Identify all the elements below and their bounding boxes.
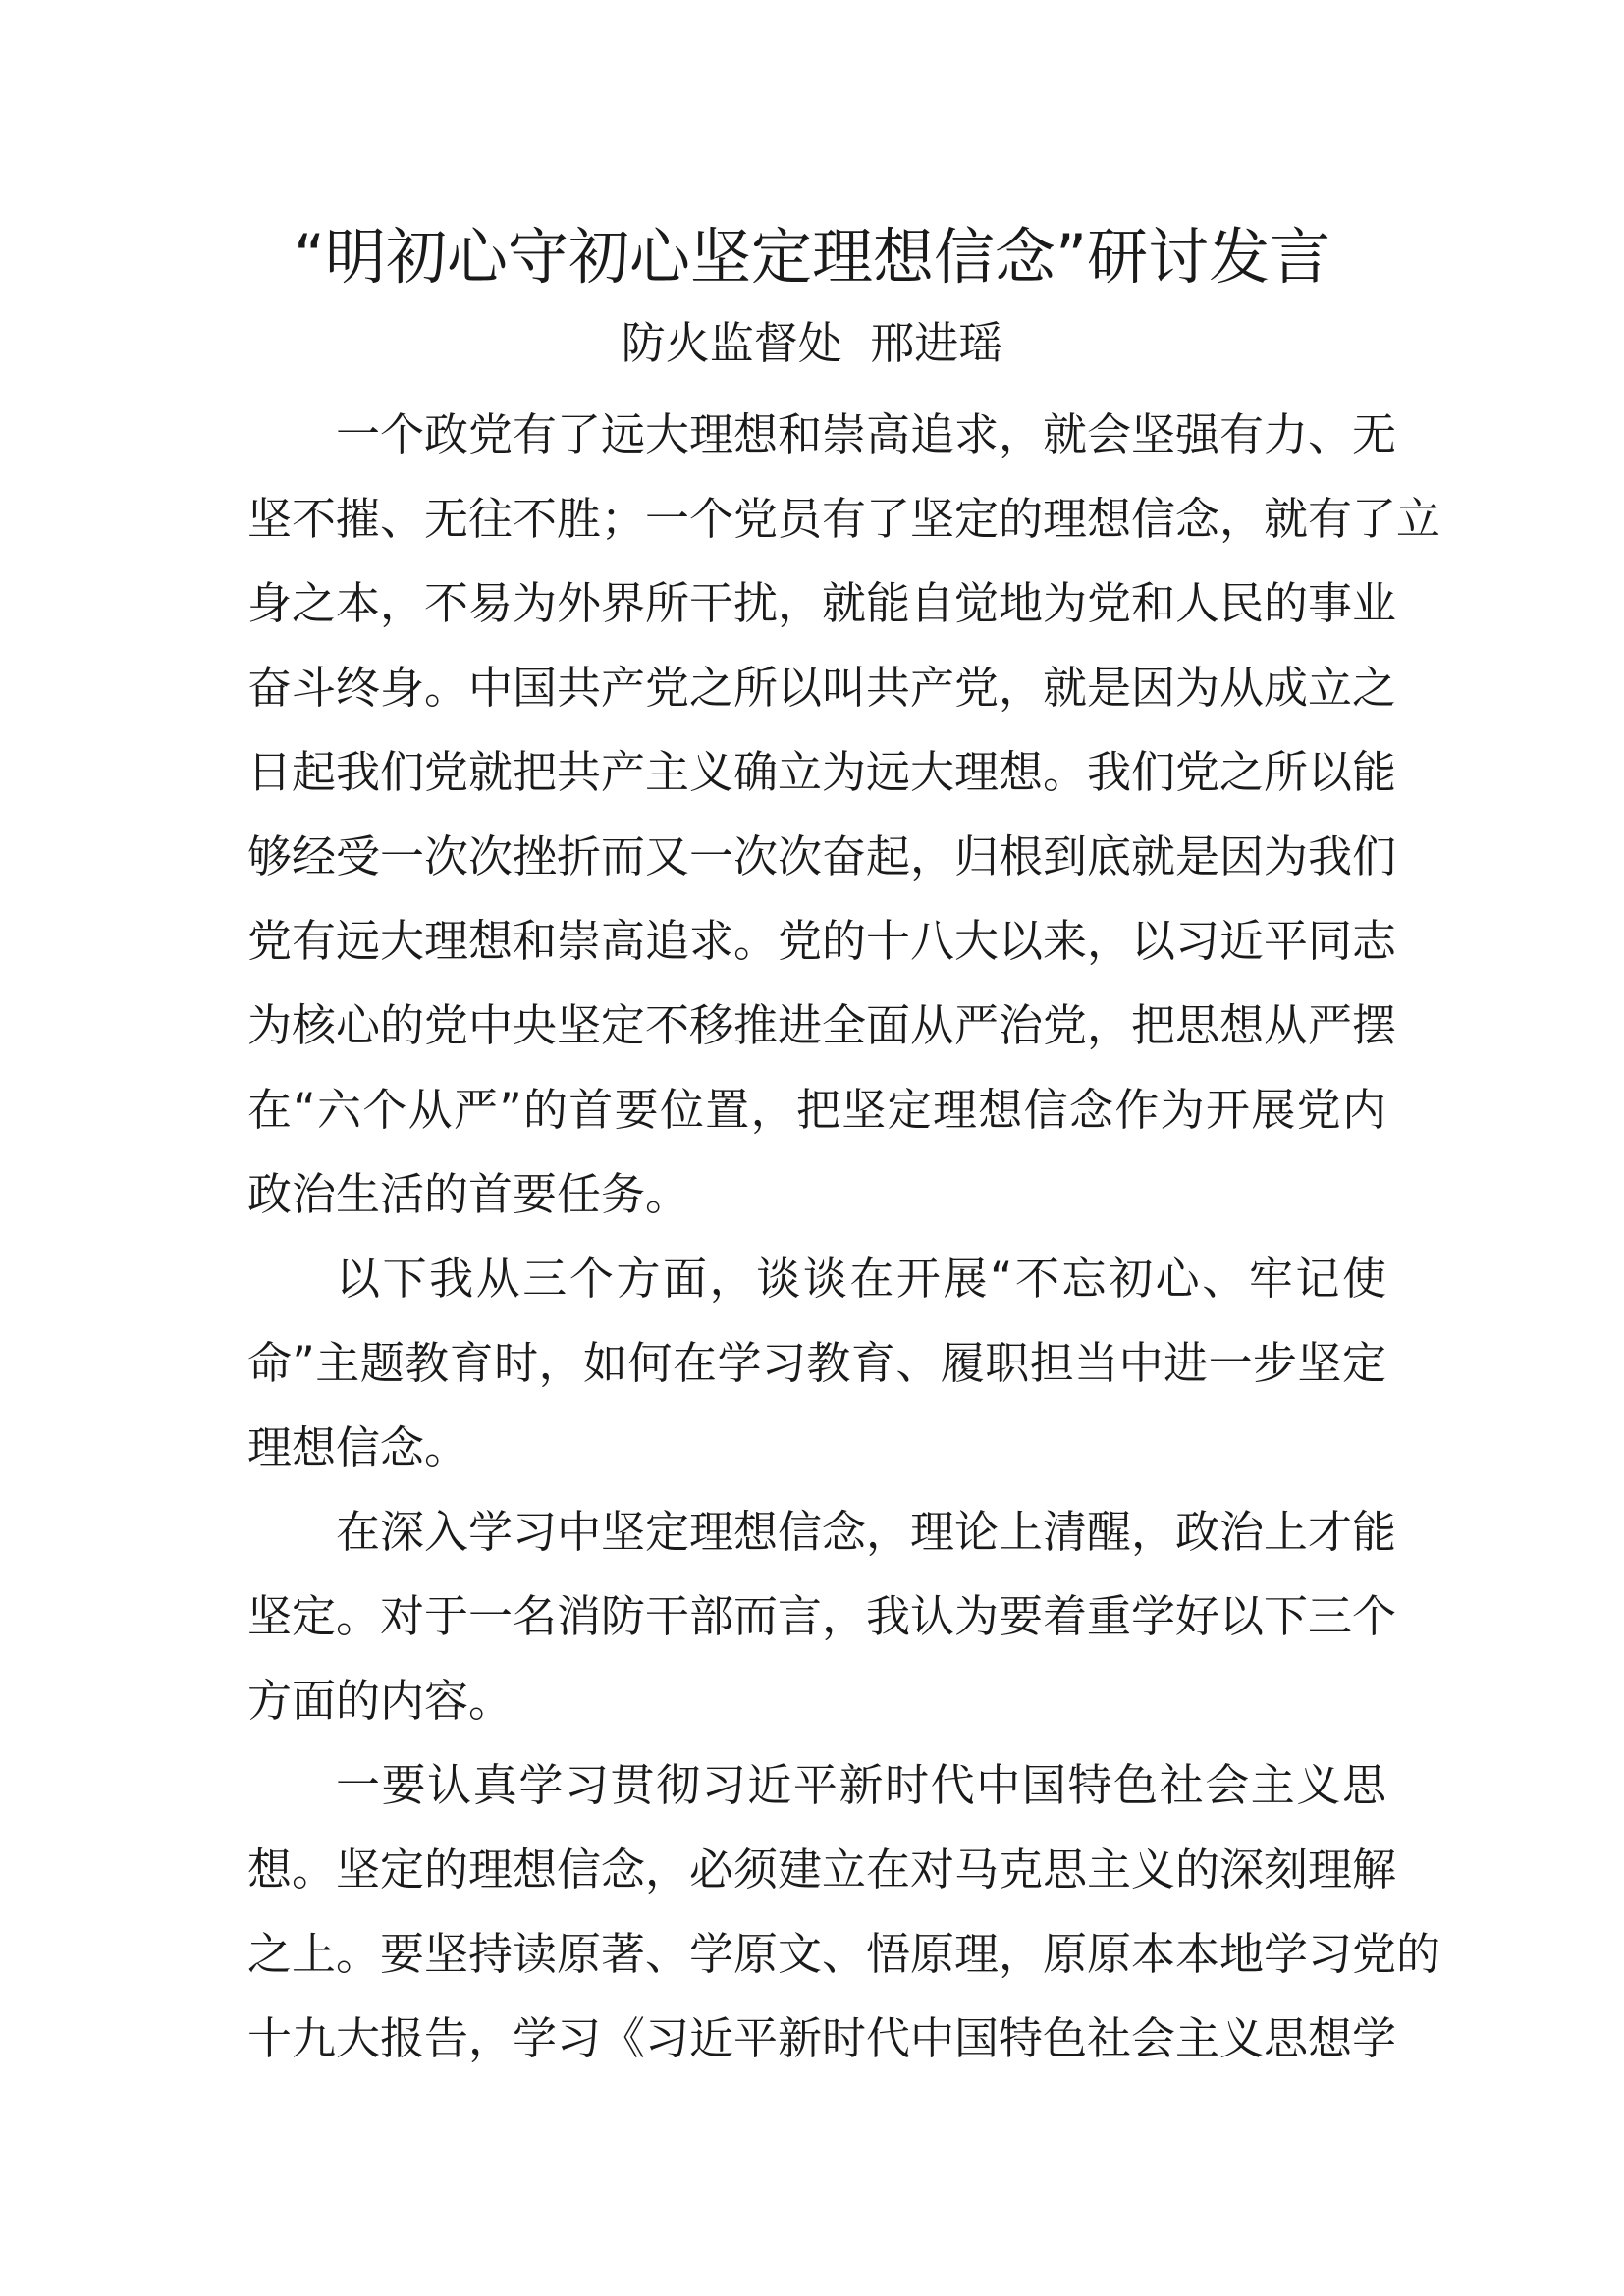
text-line: 坚定。对于一名消防干部而言，我认为要着重学好以下三个 [247,1590,1397,1642]
paragraph-3 [247,1490,1397,1743]
document-body [247,393,1441,2081]
text-line: 以下我从三个方面，谈谈在开展“不忘初心、牢记使 [336,1253,1386,1305]
text-line: 十九大报告，学习《习近平新时代中国特色社会主义思想学 [247,2012,1397,2064]
text-line: 身之本，不易为外界所干扰，就能自觉地为党和人民的事业 [247,577,1397,629]
text-line: 政治生活的首要任务。 [247,1168,690,1220]
text-line: 一要认真学习贯彻习近平新时代中国特色社会主义思 [336,1759,1386,1811]
text-line: 一个政党有了远大理想和崇高追求，就会坚强有力、无 [336,408,1397,460]
text-line: 党有远大理想和崇高追求。党的十八大以来，以习近平同志 [247,915,1397,967]
text-line: 为核心的党中央坚定不移推进全面从严治党，把思想从严摆 [247,999,1397,1051]
document-author: 防火监督处 邢进瑶 [621,317,1003,369]
text-line: 想。坚定的理想信念，必须建立在对马克思主义的深刻理解 [247,1843,1397,1896]
text-line: 够经受一次次挫折而又一次次奋起，归根到底就是因为我们 [247,830,1397,882]
text-line: 日起我们党就把共产主义确立为远大理想。我们党之所以能 [247,746,1397,798]
text-line: 之上。要坚持读原著、学原文、悟原理，原原本本地学习党的 [247,1928,1441,1980]
paragraph-4 [247,1743,1441,2081]
text-line: 坚不摧、无往不胜；一个党员有了坚定的理想信念，就有了立 [247,493,1441,545]
text-line: 理想信念。 [247,1421,469,1473]
text-line: 方面的内容。 [247,1675,514,1727]
text-line: 在“六个从严”的首要位置，把坚定理想信念作为开展党内 [247,1084,1386,1136]
paragraph-1 [247,393,1441,1237]
text-line: 命”主题教育时，如何在学习教育、履职担当中进一步坚定 [247,1337,1386,1389]
text-line: 奋斗终身。中国共产党之所以叫共产党，就是因为从成立之 [247,662,1397,714]
text-line: 在深入学习中坚定理想信念，理论上清醒，政治上才能 [336,1506,1397,1558]
paragraph-2 [247,1237,1386,1490]
document-title: “明初心守初心坚定理想信念”研讨发言 [293,221,1331,293]
